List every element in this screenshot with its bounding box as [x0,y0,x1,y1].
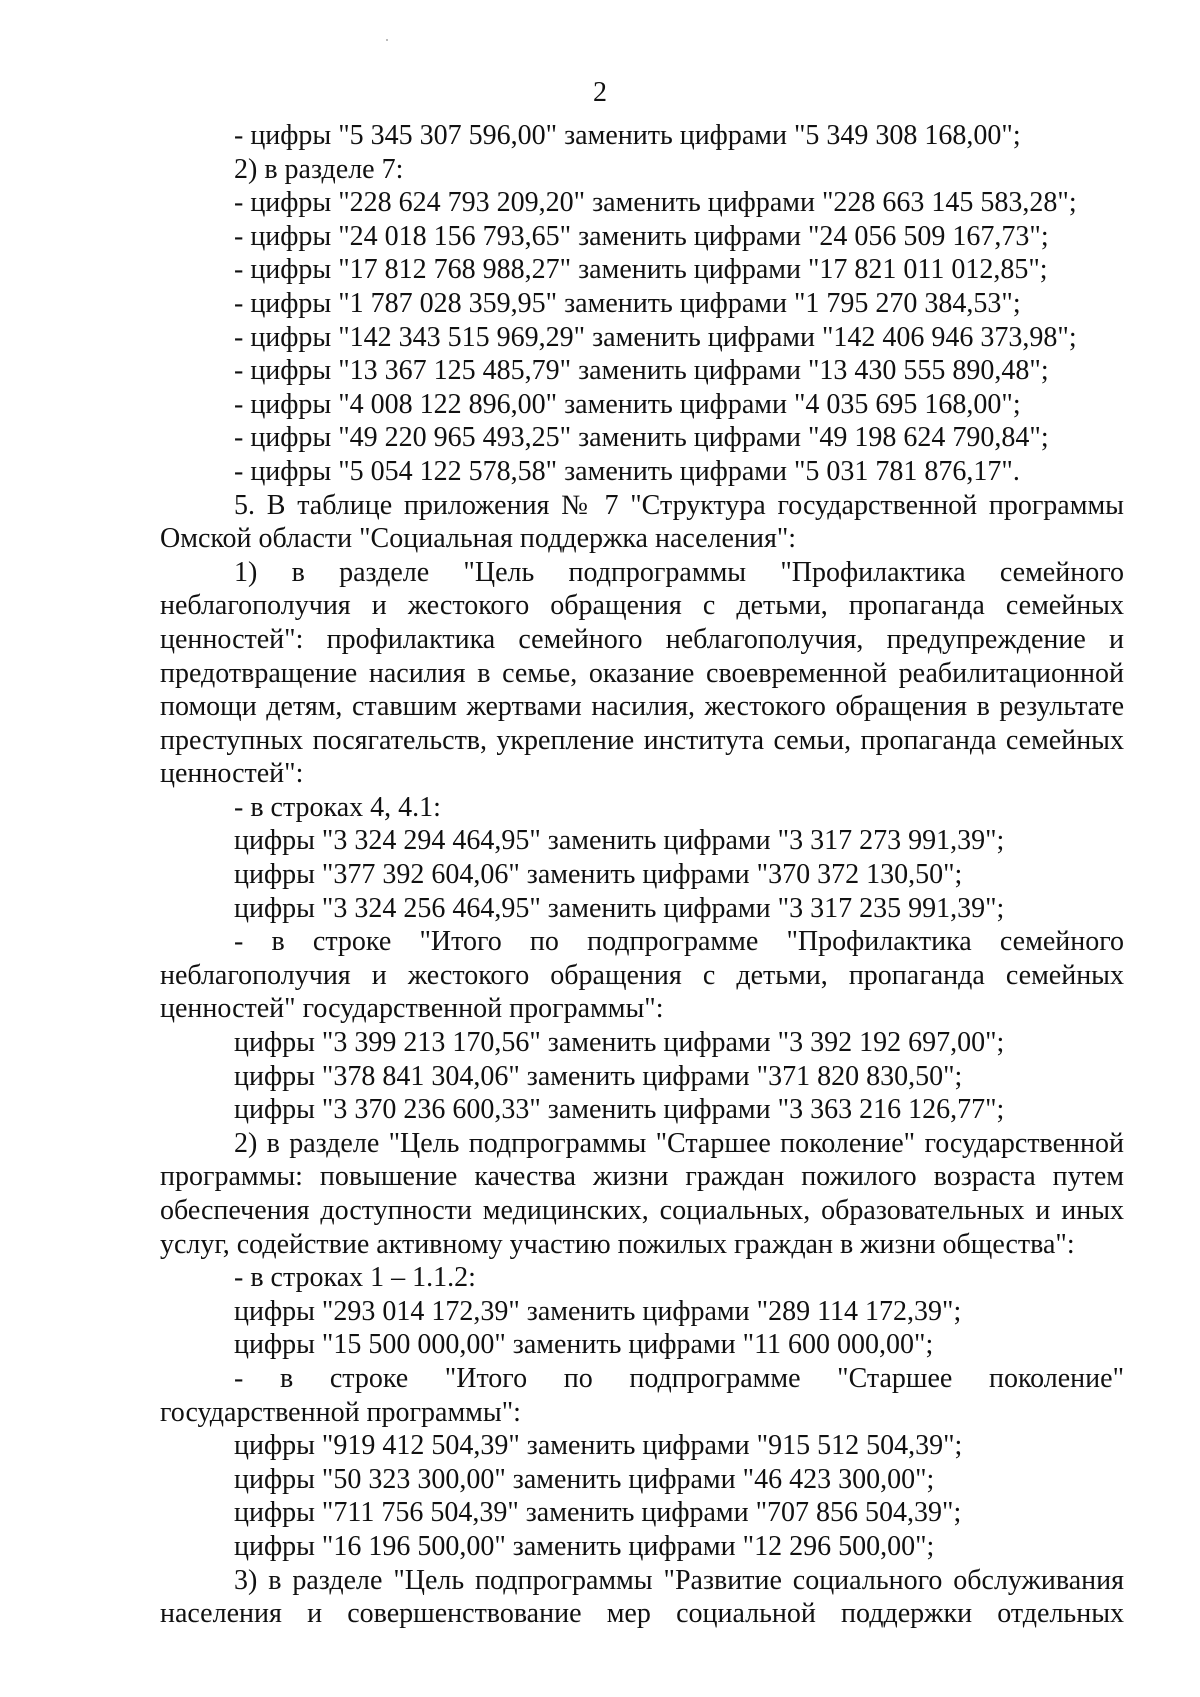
text-line: государственной программы": [160,1396,521,1428]
text-line: программы: повышение качества жизни граждан пожилого возраста путем [160,1161,1124,1193]
text-line: Омской области "Социальная поддержка населения": [160,523,797,555]
text-line: ценностей": [160,758,304,790]
text-line: ценностей": профилактика семейного неблагополучия, предупреждение и [160,623,1124,655]
text-line: - в строках 1 – 1.1.2: [234,1262,476,1294]
text-line: цифры "3 370 236 600,33" заменить цифрами "3 363 216 126,77"; [234,1094,1005,1126]
text-line: - цифры "13 367 125 485,79" заменить цифрами "13 430 555 890,48"; [234,355,1049,387]
text-line: предотвращение насилия в семье, оказание своевременной реабилитационной [160,657,1124,689]
text-line: 1) в разделе "Цель подпрограммы "Профилактика семейного [234,556,1124,588]
text-line: цифры "3 324 256 464,95" заменить цифрами "3 317 235 991,39"; [234,892,1005,924]
text-line: цифры "3 324 294 464,95" заменить цифрами "3 317 273 991,39"; [234,825,1005,857]
scan-artifact [386,39,388,41]
text-line: 5. В таблице приложения № 7 "Структура государственной программы [234,489,1124,521]
text-line: - в строках 4, 4.1: [234,791,441,823]
text-line: цифры "919 412 504,39" заменить цифрами "915 512 504,39"; [234,1430,963,1462]
text-line: - цифры "4 008 122 896,00" заменить цифрами "4 035 695 168,00"; [234,388,1021,420]
text-line: - цифры "24 018 156 793,65" заменить цифрами "24 056 509 167,73"; [234,220,1049,252]
text-line: - в строке "Итого по подпрограмме "Старшее поколение" [234,1362,1124,1394]
document-body [160,119,1124,1631]
text-line: - в строке "Итого по подпрограмме "Профилактика семейного [234,926,1124,958]
text-line: цифры "711 756 504,39" заменить цифрами "707 856 504,39"; [234,1497,962,1529]
page-number: 2 [593,77,607,108]
text-line: - цифры "17 812 768 988,27" заменить цифрами "17 821 011 012,85"; [234,254,1048,286]
text-line: цифры "16 196 500,00" заменить цифрами "12 296 500,00"; [234,1530,935,1562]
text-line: - цифры "5 345 307 596,00" заменить цифрами "5 349 308 168,00"; [234,120,1021,151]
text-line: - цифры "49 220 965 493,25" заменить цифрами "49 198 624 790,84"; [234,422,1049,454]
text-line: - цифры "142 343 515 969,29" заменить цифрами "142 406 946 373,98"; [234,321,1077,353]
text-line: преступных посягательств, укрепление института семьи, пропаганда семейных [160,724,1124,756]
text-line: населения и совершенствование мер социальной поддержки отдельных [160,1598,1124,1630]
text-line: 2) в разделе 7: [234,153,404,185]
text-line: ценностей" государственной программы": [160,993,664,1025]
text-line: цифры "293 014 172,39" заменить цифрами "289 114 172,39"; [234,1295,962,1327]
text-line: цифры "50 323 300,00" заменить цифрами "46 423 300,00"; [234,1463,935,1495]
text-line: цифры "3 399 213 170,56" заменить цифрами "3 392 192 697,00"; [234,1027,1005,1059]
text-line: - цифры "228 624 793 209,20" заменить цифрами "228 663 145 583,28"; [234,187,1077,219]
text-line: - цифры "1 787 028 359,95" заменить цифрами "1 795 270 384,53"; [234,287,1021,319]
text-line: 3) в разделе "Цель подпрограммы "Развитие социального обслуживания [234,1564,1124,1596]
text-line: неблагополучия и жестокого обращения с детьми, пропаганда семейных [160,590,1124,622]
text-line: неблагополучия и жестокого обращения с детьми, пропаганда семейных [160,959,1124,991]
text-line: помощи детям, ставшим жертвами насилия, жестокого обращения в результате [160,691,1124,723]
text-line: цифры "15 500 000,00" заменить цифрами "11 600 000,00"; [234,1329,934,1361]
text-line: цифры "378 841 304,06" заменить цифрами "371 820 830,50"; [234,1060,963,1092]
text-line: цифры "377 392 604,06" заменить цифрами "370 372 130,50"; [234,859,963,891]
text-line: услуг, содействие активному участию пожилых граждан в жизни общества": [160,1228,1075,1260]
text-line: обеспечения доступности медицинских, социальных, образовательных и иных [160,1195,1124,1226]
text-line: - цифры "5 054 122 578,58" заменить цифрами "5 031 781 876,17". [234,455,1020,487]
text-line: 2) в разделе "Цель подпрограммы "Старшее поколение" государственной [234,1127,1124,1159]
